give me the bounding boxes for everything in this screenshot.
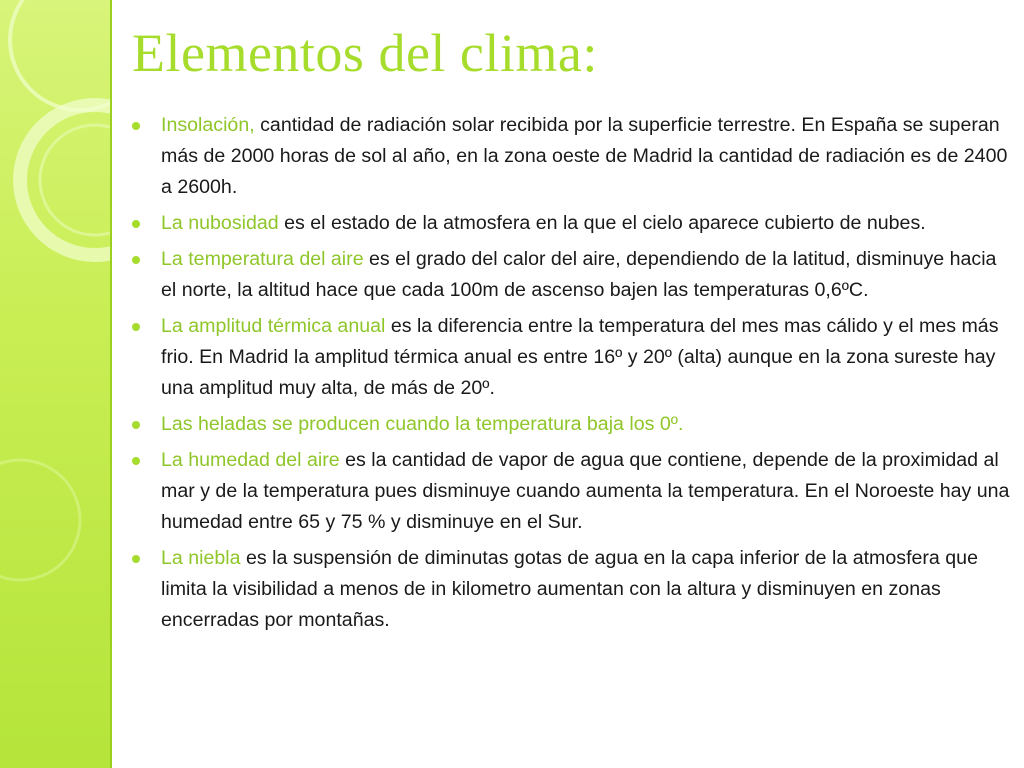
bullet-text: es la diferencia entre la temperatura del mes mas cálido y el mes más frio. En Madrid la amplitud térmica anual es entre 16º y 20º (alta) aunque en la zona sureste hay una amplitud muy alta, de más de 20º.: [161, 315, 999, 399]
bullet-text: es el estado de la atmosfera en la que el cielo aparece cubierto de nubes.: [278, 212, 926, 234]
bullet-highlight: Insolación,: [161, 114, 255, 136]
bullet-highlight: La amplitud térmica anual: [161, 315, 386, 337]
bullet-dot-icon: [132, 457, 140, 465]
bullet-list: [130, 110, 1015, 641]
bullet-dot-icon: [132, 256, 140, 264]
bullet-dot-icon: [132, 555, 140, 563]
bullet-highlight: La niebla: [161, 547, 241, 569]
bullet-text: cantidad de radiación solar recibida por la superficie terrestre. En España se superan más de 2000 horas de sol al año, en la zona oeste de Madrid la cantidad de radiación es de 2400 a 2600h.: [161, 114, 1008, 198]
bullet-dot-icon: [132, 323, 140, 331]
bullet-highlight: Las heladas se producen cuando la temperatura baja los 0º.: [161, 413, 684, 435]
bullet-dot-icon: [132, 421, 140, 429]
list-item: [130, 311, 1015, 404]
bullet-dot-icon: [132, 220, 140, 228]
list-item: [130, 208, 1015, 239]
list-item: [130, 110, 1015, 203]
list-item: [130, 445, 1015, 538]
bullet-text: es la cantidad de vapor de agua que contiene, depende de la proximidad al mar y de la temperatura pues disminuye cuando aumenta la temperatura. En el Noroeste hay una humedad entre 65 y 75 % y disminuye en el Sur.: [161, 449, 1010, 533]
list-item: [130, 409, 1015, 440]
bullet-text: es la suspensión de diminutas gotas de agua en la capa inferior de la atmosfera que limita la visibilidad a menos de in kilometro aumentan con la altura y disminuyen en zonas encerradas por montañas.: [161, 547, 978, 631]
bullet-dot-icon: [132, 122, 140, 130]
bullet-text: es el grado del calor del aire, dependiendo de la latitud, disminuye hacia el norte, la altitud hace que cada 100m de ascenso bajen las temperaturas 0,6ºC.: [161, 248, 997, 301]
slide-title: Elementos del clima:: [132, 23, 598, 83]
decorative-sidebar: [0, 0, 112, 768]
list-item: [130, 244, 1015, 306]
bullet-highlight: La nubosidad: [161, 212, 279, 234]
sidebar-edge-stripe: [110, 0, 112, 768]
bullet-highlight: La humedad del aire: [161, 449, 340, 471]
list-item: [130, 543, 1015, 636]
decorative-circles: [0, 0, 112, 768]
bullet-highlight: La temperatura del aire: [161, 248, 364, 270]
